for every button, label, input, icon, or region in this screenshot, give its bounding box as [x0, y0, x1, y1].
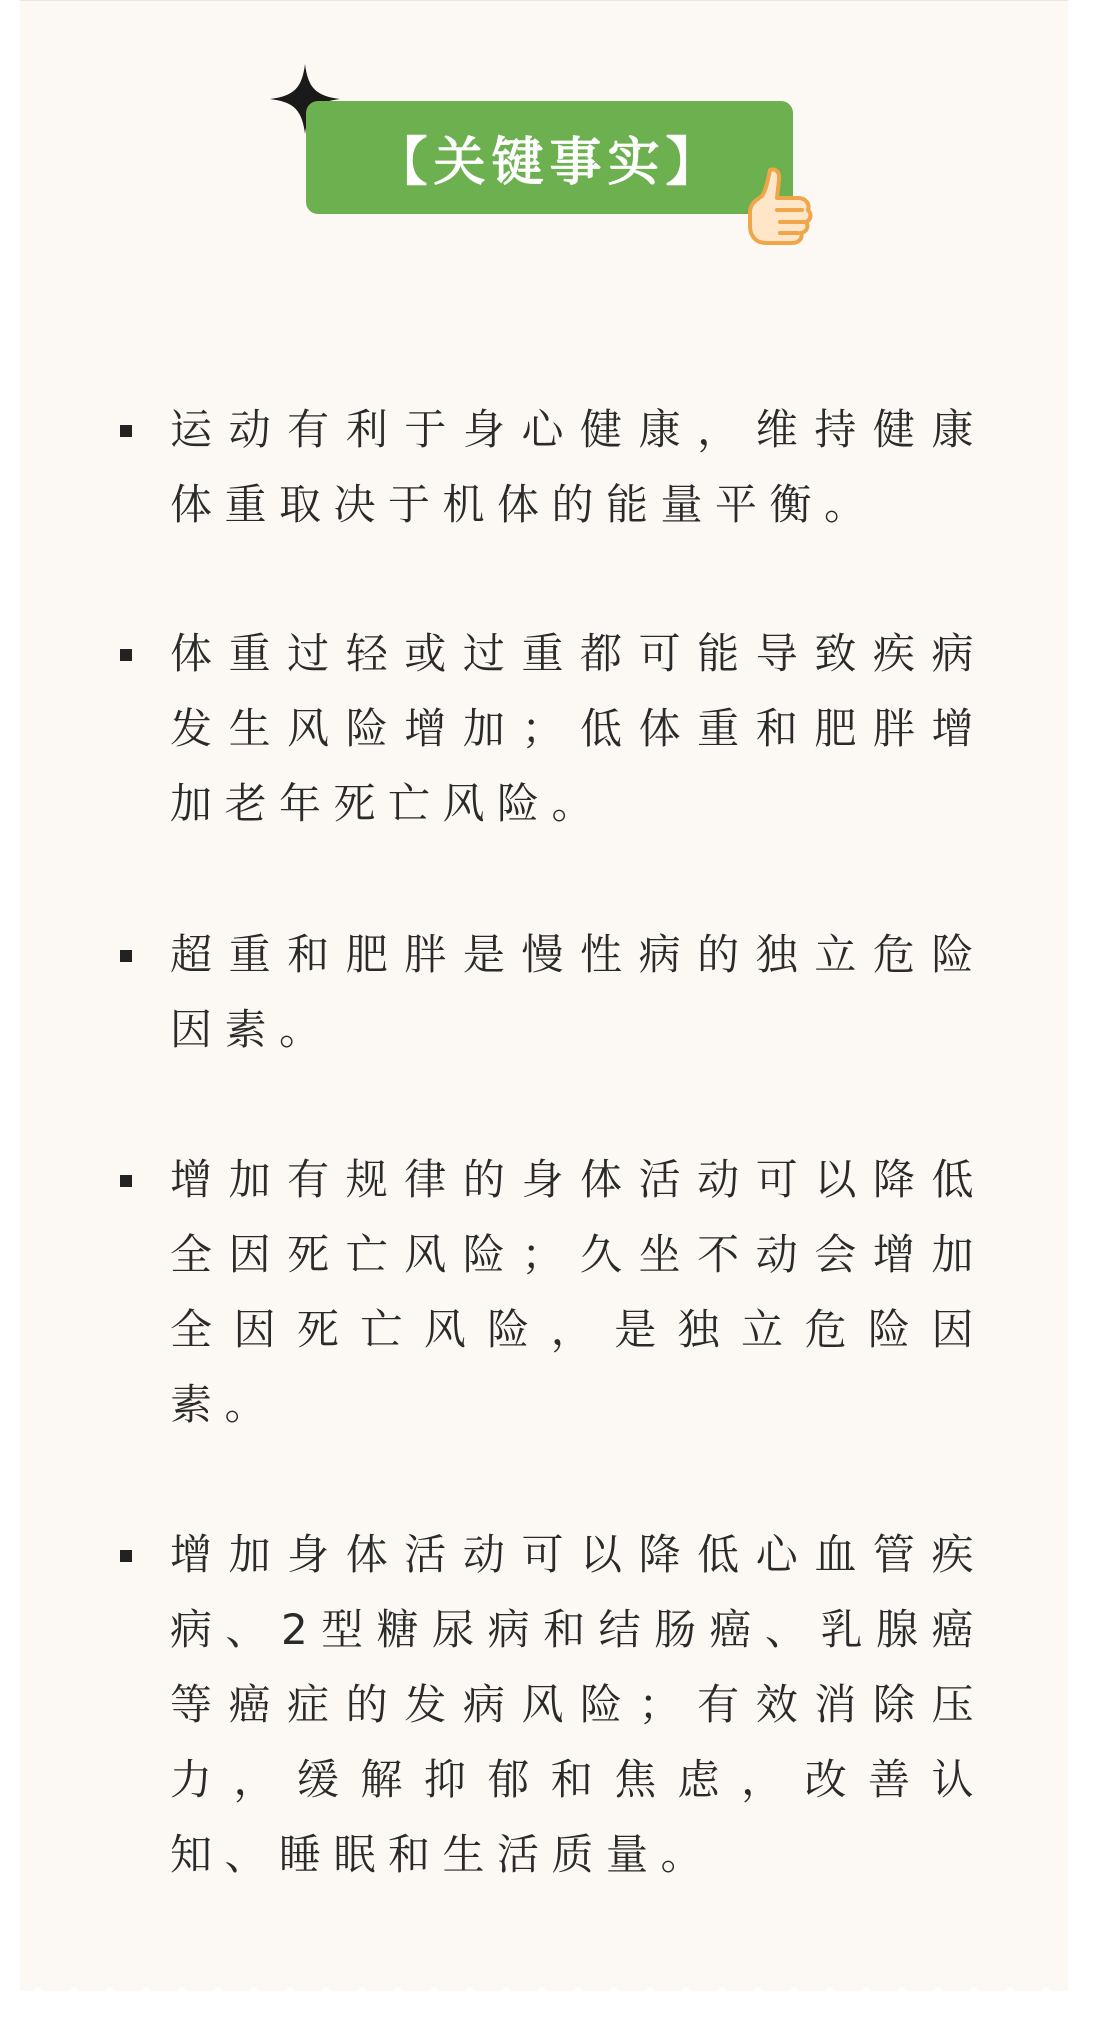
- fact-text: 超重和肥胖是慢性病的独立危险因素。: [170, 930, 986, 1054]
- bullet-icon: [120, 425, 132, 437]
- bullet-icon: [120, 1175, 132, 1187]
- fact-text: 增加身体活动可以降低心血管疾病、2型糖尿病和结肠癌、乳腺癌等癌症的发病风险；有效消除压力，缓解抑郁和焦虑，改善认知、睡眠和生活质量。: [170, 1530, 986, 1879]
- bullet-icon: [120, 649, 132, 661]
- thumbs-up-hand-icon: [740, 164, 818, 252]
- bullet-icon: [120, 950, 132, 962]
- section-title: 【关键事实】: [375, 133, 724, 193]
- fact-text: 运动有利于身心健康，维持健康体重取决于机体的能量平衡。: [170, 405, 986, 529]
- bullet-icon: [120, 1550, 132, 1562]
- section-title-banner: [306, 101, 793, 214]
- fact-text: 体重过轻或过重都可能导致疾病发生风险增加；低体重和肥胖增加老年死亡风险。: [170, 629, 986, 828]
- fact-text: 增加有规律的身体活动可以降低全因死亡风险；久坐不动会增加全因死亡风险，是独立危险因素。: [170, 1155, 986, 1429]
- zigzag-border: [20, 1980, 1068, 2006]
